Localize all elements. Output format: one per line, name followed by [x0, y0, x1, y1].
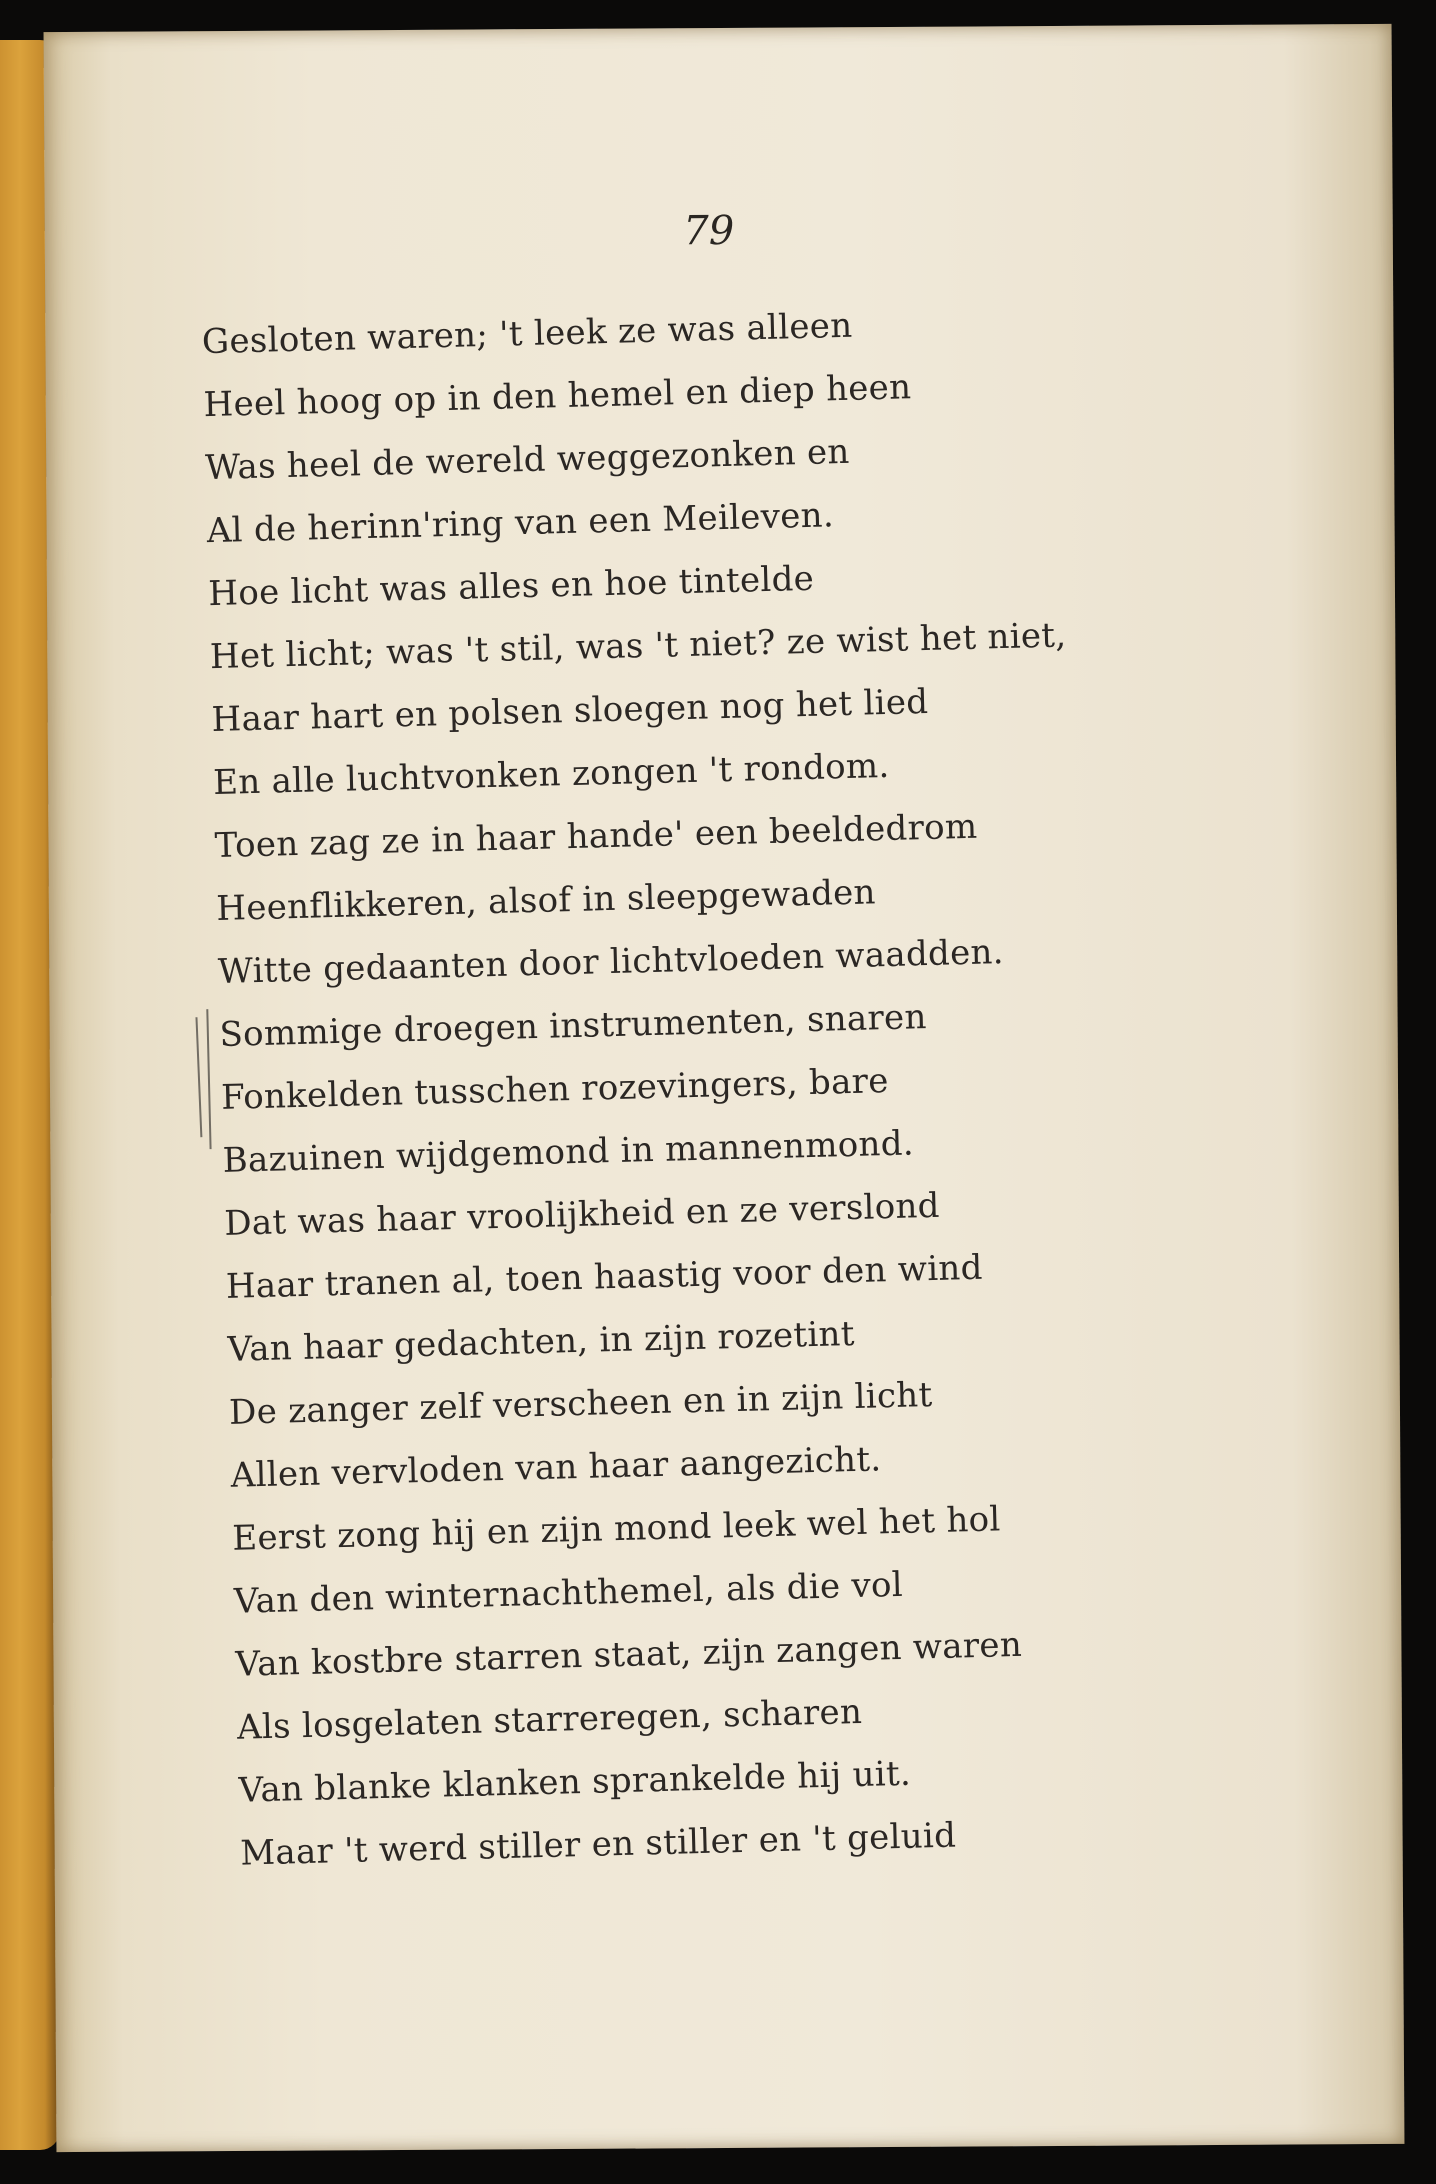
- poem-line: Sommige droegen instrumenten, snaren: [219, 997, 928, 1055]
- poem-line: Van blanke klanken sprankelde hij uit.: [238, 1753, 912, 1811]
- poem-line: Witte gedaanten door lichtvloeden waadden.: [217, 932, 1005, 992]
- book-page: [44, 24, 1405, 2152]
- poem-line: Als losgelaten starreregen, scharen: [236, 1691, 863, 1748]
- poem-line: Van kostbre starren staat, zijn zangen waren: [235, 1624, 1023, 1685]
- page-number: 79: [683, 207, 735, 255]
- poem-line: Hoe licht was alles en hoe tintelde: [207, 558, 815, 615]
- poem-line: Eerst zong hij en zijn mond leek wel het hol: [231, 1499, 1002, 1559]
- poem-text: [201, 290, 1097, 1886]
- poem-line: Dat was haar vroolijkheid en ze verslond: [223, 1185, 941, 1244]
- poem-line: Al de herinn'ring van een Meileven.: [206, 495, 835, 552]
- poem-line: Van den winternachthemel, als die vol: [233, 1564, 904, 1622]
- poem-line: Fonkelden tusschen rozevingers, bare: [220, 1061, 890, 1118]
- poem-line: Het licht; was 't stil, was 't niet? ze wist het niet,: [209, 615, 1067, 678]
- poem-line: Haar tranen al, toen haastig voor den wind: [225, 1247, 984, 1307]
- poem-line: Haar hart en polsen sloegen nog het lied: [211, 681, 929, 741]
- poem-line: Bazuinen wijdgemond in mannenmond.: [222, 1123, 915, 1181]
- poem-line: Heenflikkeren, alsof in sleepgewaden: [215, 872, 877, 929]
- poem-line: Maar 't werd stiller en stiller en 't geluid: [239, 1815, 957, 1874]
- margin-pencil-mark: [195, 1017, 202, 1137]
- poem-line: Van haar gedachten, in zijn rozetint: [227, 1313, 856, 1370]
- poem-line: Toen zag ze in haar hande' een beeldedrom: [214, 806, 978, 867]
- poem-line: Gesloten waren; 't leek ze was alleen: [201, 305, 853, 363]
- margin-pencil-mark: [206, 1009, 211, 1149]
- poem-line: Was heel de wereld weggezonken en: [204, 431, 851, 489]
- poem-line: Allen vervloden van haar aangezicht.: [230, 1439, 882, 1496]
- poem-line: En alle luchtvonken zongen 't rondom.: [212, 745, 891, 804]
- poem-line: Heel hoog op in den hemel en diep heen: [203, 367, 912, 426]
- poem-line: De zanger zelf verscheen en in zijn licht: [228, 1375, 933, 1433]
